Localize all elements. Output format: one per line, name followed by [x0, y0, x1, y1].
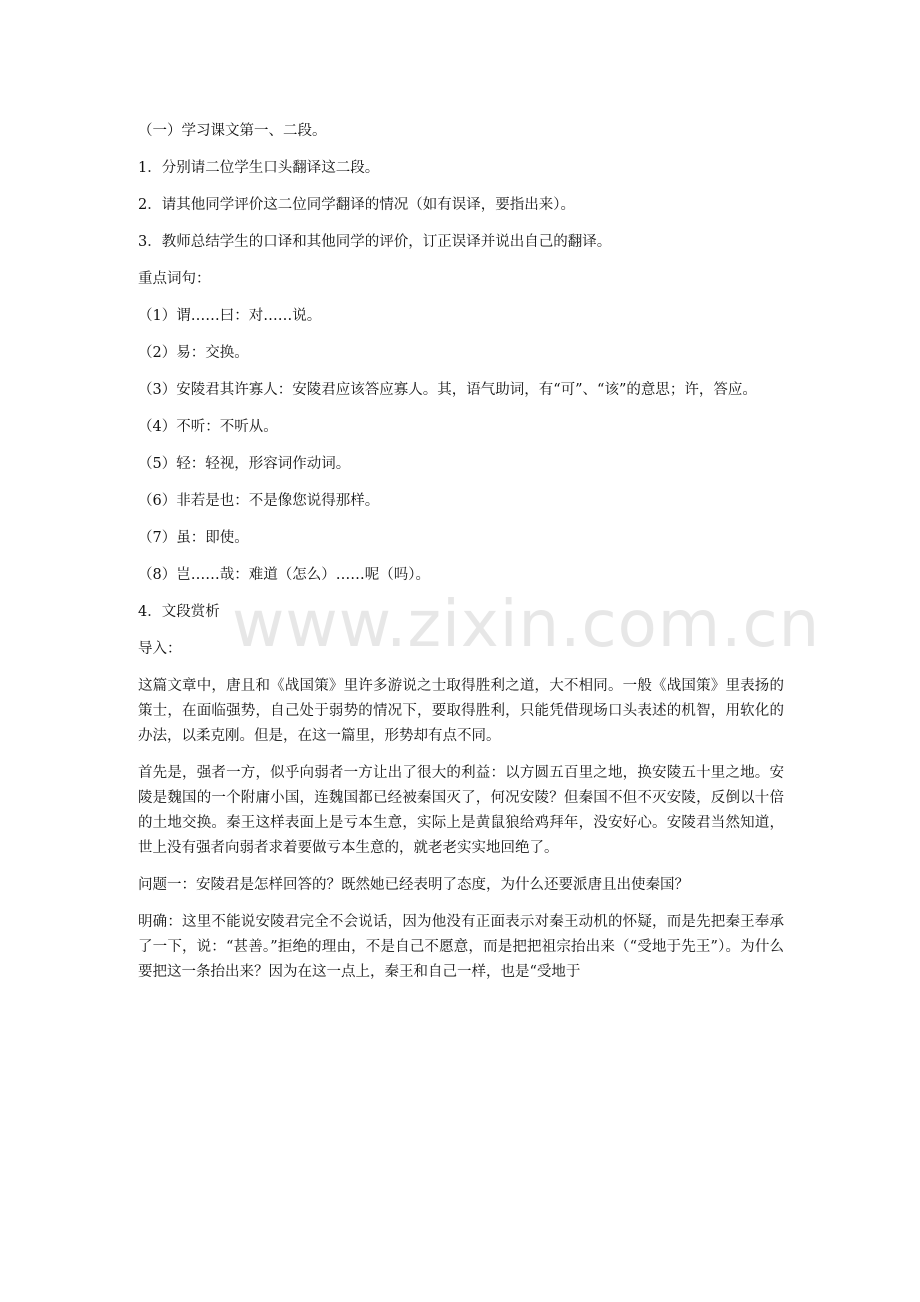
- analysis-paragraph: 首先是，强者一方，似乎向弱者一方让出了很大的利益：以方圆五百里之地，换安陵五十里之地。安陵是魏国的一个附庸小国，连魏国都已经被秦国灭了，何况安陵？但秦国不但不灭安陵，反倒以十倍的土地交换。秦王这样表面上是亏本生意，实际上是黄鼠狼给鸡拜年，没安好心。安陵君当然知道，世上没有强者向弱者求着要做亏本生意的，就老老实实地回绝了。: [138, 765, 784, 856]
- step-3: 3．教师总结学生的口译和其他同学的评价，订正误译并说出自己的翻译。: [138, 234, 612, 250]
- key-word-2: （2）易：交换。: [138, 345, 249, 361]
- step-2: 2．请其他同学评价这二位同学翻译的情况（如有误译，要指出来）。: [138, 197, 575, 213]
- key-word-1: （1）谓……曰：对……说。: [138, 308, 322, 324]
- key-word-8: （8）岂……哉：难道（怎么）……呢（吗）。: [138, 567, 430, 583]
- intro-paragraph: 这篇文章中，唐且和《战国策》里许多游说之士取得胜利之道，大不相同。一般《战国策》里表扬的策士，在面临强势，自己处于弱势的情况下，要取得胜利，只能凭借现场口头表述的机智，用软化的办法，以柔克刚。但是，在这一篇里，形势却有点不同。: [138, 678, 784, 744]
- section-heading: （一）学习课文第一、二段。: [138, 123, 327, 139]
- intro-label: 导入：: [138, 641, 182, 657]
- watermark: www.zixin.com.cn: [232, 588, 821, 662]
- key-word-7: （7）虽：即使。: [138, 530, 249, 546]
- key-words-heading: 重点词句：: [138, 271, 211, 287]
- key-word-5: （5）轻：轻视，形容词作动词。: [138, 456, 351, 472]
- appreciation-heading: 4．文段赏析: [138, 604, 220, 620]
- key-word-4: （4）不听：不听从。: [138, 419, 278, 435]
- document-body: [138, 119, 784, 997]
- question-1: 问题一：安陵君是怎样回答的？既然她已经表明了态度，为什么还要派唐且出使秦国？: [138, 877, 689, 893]
- key-word-3: （3）安陵君其许寡人：安陵君应该答应寡人。其，语气助词，有“可”、“该”的意思；许，答应。: [138, 382, 757, 398]
- answer-1: 明确：这里不能说安陵君完全不会说话，因为他没有正面表示对秦王动机的怀疑，而是先把秦王奉承了一下，说：“甚善。”拒绝的理由，不是自己不愿意，而是把把祖宗抬出来（“受地于先王”）。为什么要把这一条抬出来？因为在这一点上，秦王和自己一样，也是“受地于: [138, 914, 784, 980]
- key-word-6: （6）非若是也：不是像您说得那样。: [138, 493, 380, 509]
- step-1: 1．分别请二位学生口头翻译这二段。: [138, 160, 380, 176]
